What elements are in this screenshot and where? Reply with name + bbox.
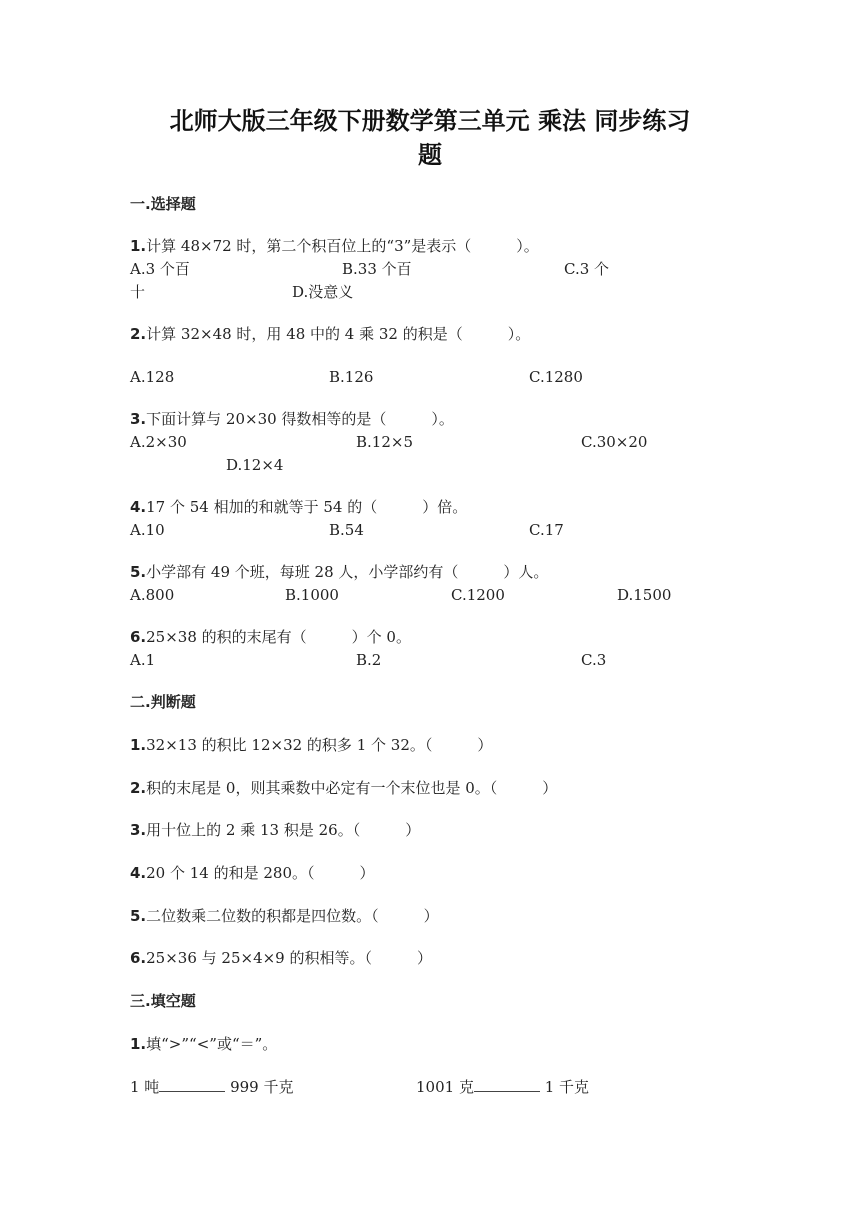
question-stem: 计算 48×72 时，第二个积百位上的“3”是表示（ ）。 — [146, 237, 539, 255]
question-text: 32×13 的积比 12×32 的积多 1 个 32。（ ） — [146, 736, 493, 754]
choice-question-2 — [130, 324, 530, 344]
option-b: B.1000 — [285, 586, 339, 604]
question-number: 2. — [130, 779, 147, 797]
section-heading-fill: 三.填空题 — [130, 992, 196, 1010]
question-number: 4. — [130, 498, 147, 516]
answer-blank[interactable] — [474, 1077, 540, 1092]
question-stem: 计算 32×48 时，用 48 中的 4 乘 32 的积是（ ）。 — [146, 325, 531, 343]
choice-question-5 — [130, 562, 548, 582]
option-b: B.126 — [329, 368, 374, 386]
question-text: 20 个 14 的和是 280。（ ） — [146, 864, 375, 882]
option-a: A.128 — [130, 368, 175, 386]
fill-item-right: 1 千克 — [544, 1078, 590, 1096]
option-c: C.1200 — [451, 586, 505, 604]
option-d: D.12×4 — [226, 456, 284, 474]
fill-item-left: 1001 克 — [416, 1078, 474, 1096]
page-title — [0, 104, 860, 172]
question-text: 积的末尾是 0，则其乘数中必定有一个末位也是 0。（ ） — [146, 779, 558, 797]
option-b: B.54 — [329, 521, 364, 539]
option-c-continued: 十 — [130, 283, 146, 301]
question-number: 5. — [130, 563, 147, 581]
option-c: C.1280 — [529, 368, 583, 386]
question-stem: 17 个 54 相加的和就等于 54 的（ ）倍。 — [146, 498, 468, 516]
fill-item-2 — [416, 1077, 589, 1097]
choice-question-4 — [130, 497, 467, 517]
fill-question-1 — [130, 1034, 277, 1054]
option-a: A.10 — [130, 521, 165, 539]
question-stem: 下面计算与 20×30 得数相等的是（ ）。 — [146, 410, 454, 428]
question-text: 25×36 与 25×4×9 的积相等。（ ） — [146, 949, 432, 967]
question-number: 1. — [130, 237, 147, 255]
option-a: A.3 个百 — [130, 260, 190, 278]
option-d: D.1500 — [617, 586, 672, 604]
question-text: 二位数乘二位数的积都是四位数。（ ） — [146, 907, 439, 925]
option-a: A.1 — [130, 651, 156, 669]
option-d: D.没意义 — [292, 283, 354, 301]
title-line-2: 题 — [418, 141, 442, 169]
option-b: B.2 — [356, 651, 382, 669]
judge-question-1 — [130, 735, 492, 755]
choice-question-3 — [130, 409, 454, 429]
choice-question-1 — [130, 236, 539, 256]
section-heading-judge: 二.判断题 — [130, 693, 196, 711]
fill-item-left: 1 吨 — [130, 1078, 160, 1096]
question-number: 3. — [130, 821, 147, 839]
option-c: C.3 个 — [564, 260, 610, 278]
judge-question-3 — [130, 820, 420, 840]
question-text: 填“>”“<”或“＝”。 — [146, 1035, 278, 1053]
judge-question-2 — [130, 778, 557, 798]
question-stem: 小学部有 49 个班，每班 28 人，小学部约有（ ）人。 — [146, 563, 549, 581]
question-number: 4. — [130, 864, 147, 882]
question-text: 用十位上的 2 乘 13 积是 26。（ ） — [146, 821, 421, 839]
question-number: 1. — [130, 1035, 147, 1053]
question-number: 6. — [130, 628, 147, 646]
question-number: 1. — [130, 736, 147, 754]
option-b: B.33 个百 — [342, 260, 412, 278]
judge-question-5 — [130, 906, 439, 926]
question-number: 6. — [130, 949, 147, 967]
fill-item-1 — [130, 1077, 294, 1097]
option-c: C.3 — [581, 651, 607, 669]
title-line-1: 北师大版三年级下册数学第三单元 乘法 同步练习 — [169, 107, 691, 135]
judge-question-6 — [130, 948, 432, 968]
option-b: B.12×5 — [356, 433, 413, 451]
fill-item-right: 999 千克 — [230, 1078, 294, 1096]
answer-blank[interactable] — [159, 1077, 225, 1092]
choice-question-6 — [130, 627, 411, 647]
question-number: 5. — [130, 907, 147, 925]
question-stem: 25×38 的积的末尾有（ ）个 0。 — [146, 628, 411, 646]
question-number: 2. — [130, 325, 147, 343]
option-a: A.2×30 — [130, 433, 187, 451]
judge-question-4 — [130, 863, 375, 883]
option-a: A.800 — [130, 586, 175, 604]
section-heading-choice: 一.选择题 — [130, 195, 196, 213]
option-c: C.17 — [529, 521, 564, 539]
option-c: C.30×20 — [581, 433, 648, 451]
question-number: 3. — [130, 410, 147, 428]
